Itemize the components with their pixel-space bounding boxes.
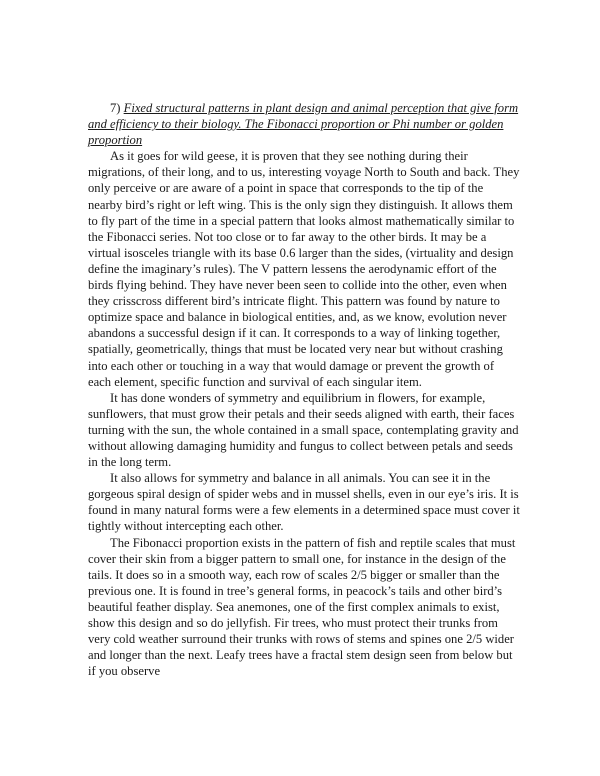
paragraph-wild-geese: As it goes for wild geese, it is proven that they see nothing during their migrations, of their long, and to us, interesting voyage North to South and back. They only perceive or are aware of a point in space that corresponds to the tip of the nearby bird’s right or left wing. This is the only sign they distinguish. It allows them to fly part of the time in a special pattern that looks almost mathematically similar to the Fibonacci series. Not too close or to far away to the other birds. It may be a virtual isosceles triangle with its base 0.6 larger than the sides, (virtuality and design define the imaginary’s rules). The V pattern lessens the aerodynamic effort of the birds flying behind. They have never been seen to collide into the other, even when they crisscross different bird’s intricate flight. This pattern was found by nature to optimize space and balance in biological entities, and, as we know, evolution never abandons a successful design if it can. It corresponds to a way of linking together, spatially, geometrically, things that must be located very near but without crashing into each other or touching in a way that would damage or prevent the growth of each element, specific function and survival of each singular item. xyxy=(88,149,520,389)
paragraph-scales: The Fibonacci proportion exists in the pattern of fish and reptile scales that must cover their skin from a bigger pattern to small one, for instance in the design of the tails. It does so in a smooth way, each row of scales 2/5 bigger or smaller than the previous one. It is found in tree’s general forms, in peacock’s tails and other bird’s beautiful feather display. Sea anemones, one of the first complex animals to exist, show this design and so do jellyfish. Fir trees, who must protect their trunks from very cold weather surround their trunks with rows of stems and spines one 2/5 wider and longer than the next. Leafy trees have a fractal stem design seen from below but if you observe xyxy=(88,535,516,679)
paragraph-animals: It also allows for symmetry and balance in all animals. You can see it in the gorgeous spiral design of spider webs and in mussel shells, even in our eye’s iris. It is found in many natural forms were a few elements in a determined space must cover it tightly without intercepting each other. xyxy=(88,471,520,534)
paragraph-flowers: It has done wonders of symmetry and equilibrium in flowers, for example, sunflowers, that must grow their petals and their seeds aligned with earth, their faces turning with the sun, the whole contained in a small space, contemplating gravity and without allowing damaging humidity and fungus to collect between petals and seeds in the long term. xyxy=(88,390,519,470)
section-title: Fixed structural patterns in plant design and animal perception that give form and efficiency to their biology. The Fibonacci proportion or Phi number or golden proportion xyxy=(88,101,519,148)
section-number: 7) xyxy=(110,101,124,115)
section-heading xyxy=(88,100,520,148)
document-page xyxy=(88,100,520,679)
